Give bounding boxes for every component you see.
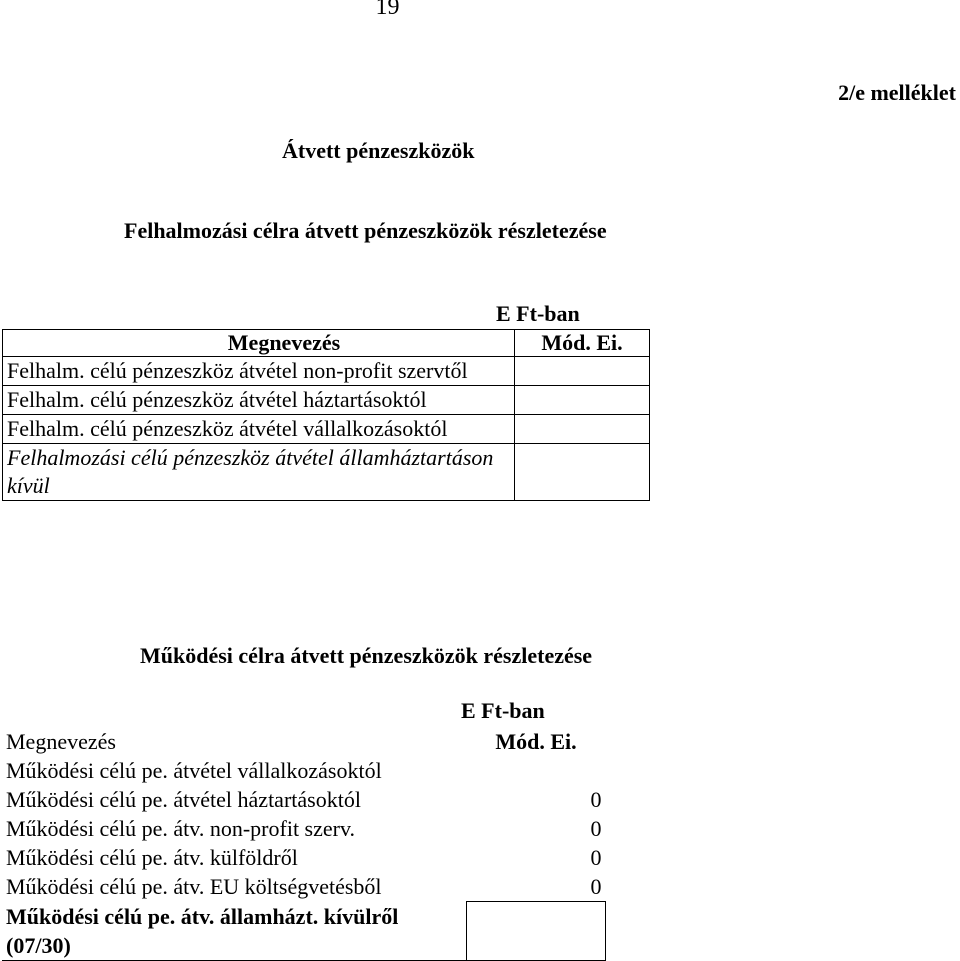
table-row — [2, 814, 606, 843]
row-value: 0 — [590, 787, 602, 812]
row-name: Működési célú pe. átv. államházt. kívülről (07/30) — [2, 902, 467, 961]
section2-title: Működési célra átvett pénzeszközök részletezése — [140, 643, 593, 668]
row-value: 0 — [590, 845, 602, 870]
row-value — [515, 357, 650, 386]
table-header-row — [2, 727, 606, 756]
section1-unit: E Ft-ban — [496, 301, 580, 326]
table-row-total — [2, 902, 606, 961]
annex-label: 2/e melléklet — [838, 80, 956, 105]
operating-transfers-table — [2, 727, 606, 961]
table-row-subtotal — [3, 444, 650, 501]
table-row — [2, 785, 606, 814]
row-value: 0 — [590, 874, 602, 899]
row-value — [515, 444, 650, 501]
table-row — [3, 386, 650, 415]
row-name: Működési célú pe. átvétel háztartásoktól — [6, 787, 361, 812]
row-value — [467, 756, 606, 785]
table-row — [2, 756, 606, 785]
row-name: Felhalm. célú pénzeszköz átvétel vállalkozásoktól — [3, 415, 515, 444]
table-row — [3, 415, 650, 444]
column-header-name: Megnevezés — [3, 330, 515, 357]
row-value: 0 — [590, 816, 602, 841]
row-value — [467, 902, 606, 961]
row-name: Működési célú pe. átv. EU költségvetésből — [6, 874, 382, 899]
row-name: Működési célú pe. átv. non-profit szerv. — [6, 816, 356, 841]
page-number: 19 — [375, 0, 400, 20]
section1-title: Felhalmozási célra átvett pénzeszközök részletezése — [124, 218, 607, 243]
row-name: Felhalm. célú pénzeszköz átvétel háztartásoktól — [3, 386, 515, 415]
column-header-value: Mód. Ei. — [495, 729, 577, 754]
column-header-name: Megnevezés — [6, 729, 116, 754]
row-name: Felhalmozási célú pénzeszköz átvétel államháztartáson kívül — [3, 444, 515, 501]
row-name: Működési célú pe. átv. külföldről — [6, 845, 298, 870]
main-title: Átvett pénzeszközök — [282, 138, 475, 163]
table-row — [2, 872, 606, 902]
section2-unit: E Ft-ban — [461, 698, 545, 723]
row-name: Működési célú pe. átvétel vállalkozásoktól — [6, 758, 382, 783]
row-value — [515, 415, 650, 444]
table-header-row — [3, 330, 650, 357]
row-name: Felhalm. célú pénzeszköz átvétel non-profit szervtől — [3, 357, 515, 386]
column-header-value: Mód. Ei. — [515, 330, 650, 357]
table-row — [2, 843, 606, 872]
table-row — [3, 357, 650, 386]
row-value — [515, 386, 650, 415]
capital-transfers-table — [2, 329, 650, 501]
